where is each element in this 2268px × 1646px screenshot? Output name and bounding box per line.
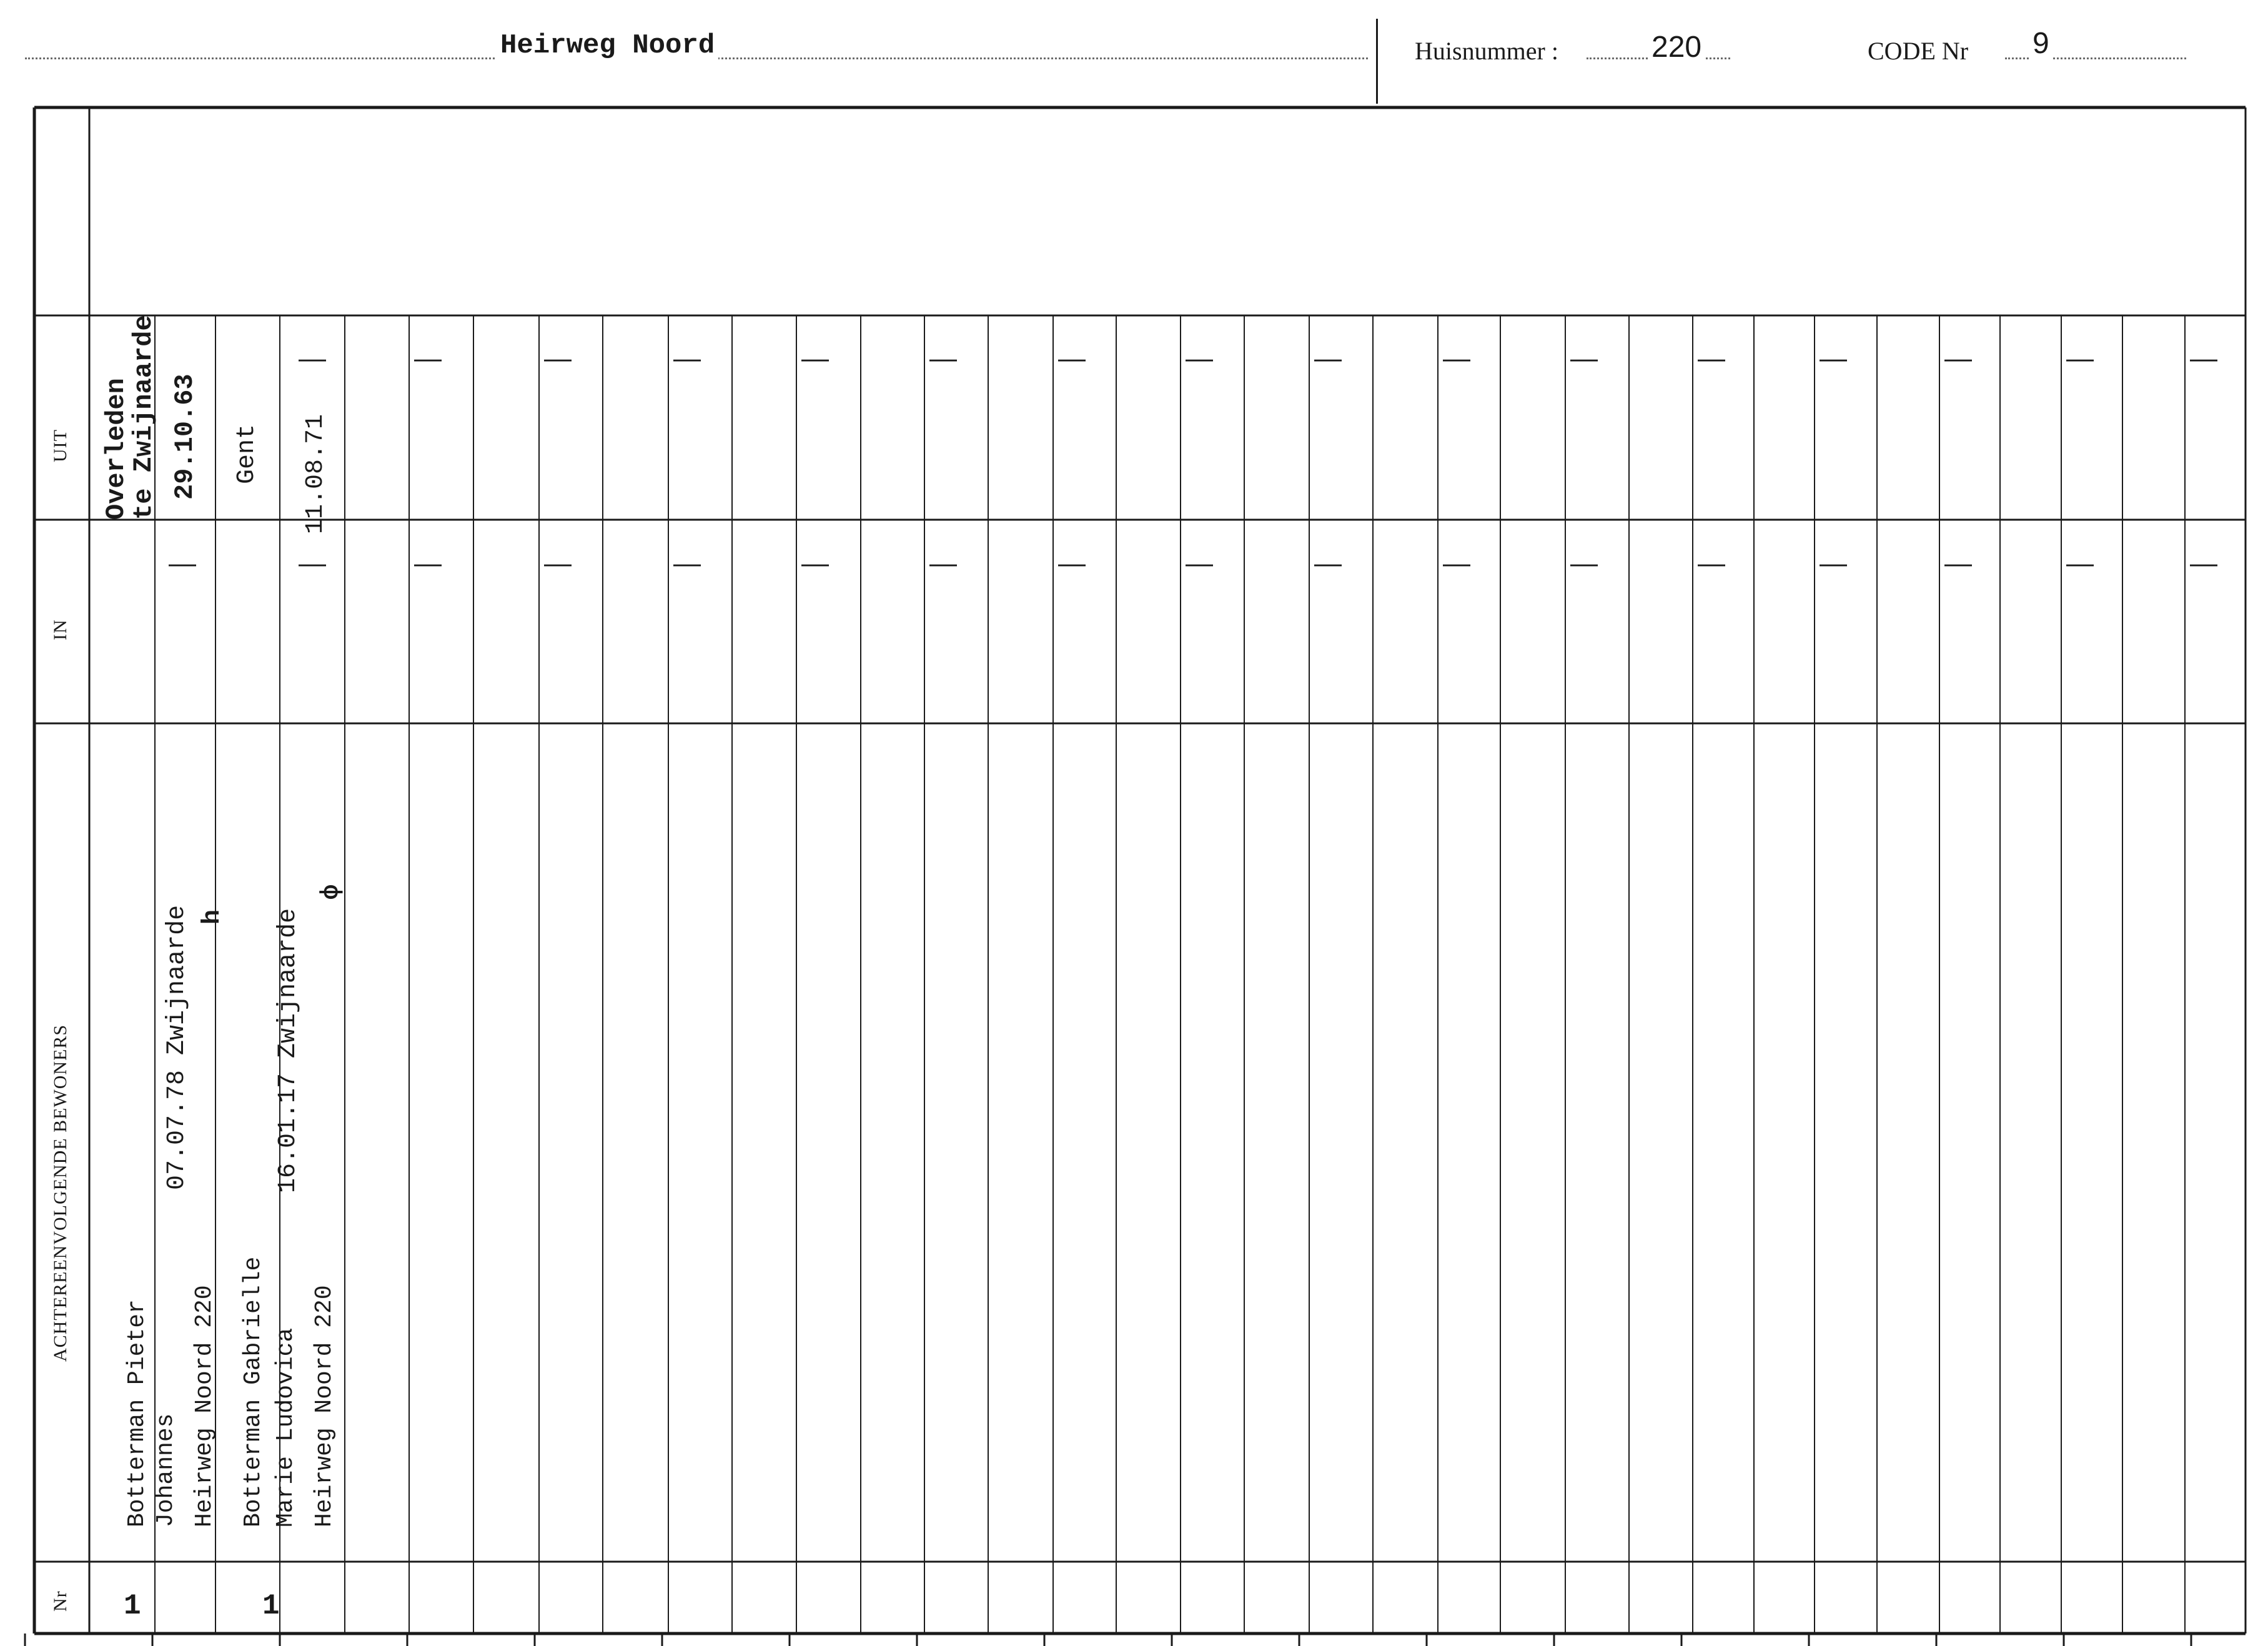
uit-dash: — [2190, 343, 2217, 374]
in-dash: — [1443, 548, 1470, 578]
in-dash: — [544, 548, 572, 578]
uit-dash: — [1443, 343, 1470, 374]
uit-dash: — [1058, 343, 1086, 374]
uit-dash: — [414, 343, 442, 374]
resident-nr: 1 [262, 1590, 280, 1622]
in-dash: — [1570, 548, 1598, 578]
resident-birth: 16.01.17 Zwijnaarde [274, 908, 302, 1193]
resident-name-line2: Marie Ludovica [272, 1327, 299, 1527]
in-dash: — [1058, 548, 1086, 578]
in-dash: — [673, 548, 701, 578]
street-name: Heirweg Noord [497, 30, 718, 61]
in-dash: — [1314, 548, 1342, 578]
resident-name-line1: Botterman Gabrielle [240, 1256, 267, 1527]
house-number-label: Huisnummer : [1415, 36, 1562, 66]
uit-dash: — [1186, 343, 1213, 374]
in-dash: — [169, 548, 196, 578]
uit-dash: — [801, 343, 829, 374]
in-dash: — [1944, 548, 1972, 578]
row-label-residents: ACHTEREENVOLGENDE BEWONERS [50, 1024, 71, 1362]
code-label: CODE Nr [1868, 36, 1972, 66]
resident-out-line2: te Zwijnaarde [129, 315, 159, 520]
resident-address: Heirweg Noord 220 [311, 1285, 338, 1527]
in-dash: — [2066, 548, 2094, 578]
resident-out-date: 11.08.71 [302, 414, 330, 534]
code-value: 9 [2030, 26, 2052, 61]
uit-dash: — [929, 343, 957, 374]
uit-dash: — [1314, 343, 1342, 374]
uit-dash: — [299, 343, 326, 374]
in-dash: — [929, 548, 957, 578]
uit-dash: — [1570, 343, 1598, 374]
resident-out-line1: Gent [233, 424, 261, 484]
uit-dash: — [544, 343, 572, 374]
row-label-nr: Nr [50, 1590, 71, 1612]
resident-name-line2: Johannes [152, 1413, 179, 1527]
resident-address: Heirweg Noord 220 [191, 1285, 218, 1527]
in-dash: — [1698, 548, 1725, 578]
in-dash: — [2190, 548, 2217, 578]
resident-nr: 1 [124, 1590, 141, 1622]
row-label-in: IN [50, 619, 71, 640]
resident-mark: ф [317, 884, 345, 900]
in-dash: — [1186, 548, 1213, 578]
uit-dash: — [1820, 343, 1847, 374]
resident-name-line1: Botterman Pieter [124, 1299, 151, 1527]
uit-dash: — [2066, 343, 2094, 374]
resident-out-date: 29.10.63 [170, 374, 200, 500]
uit-dash: — [1944, 343, 1972, 374]
uit-dash: — [1698, 343, 1725, 374]
house-number-value: 220 [1649, 30, 1704, 64]
in-dash: — [1820, 548, 1847, 578]
in-dash: — [801, 548, 829, 578]
resident-out-line1: Overleden [101, 378, 131, 520]
resident-mark: h [199, 909, 227, 925]
in-dash: — [299, 548, 326, 578]
row-label-uit: UIT [50, 429, 71, 462]
in-dash: — [414, 548, 442, 578]
uit-dash: — [673, 343, 701, 374]
resident-birth: 07.07.78 Zwijnaarde [163, 905, 191, 1190]
